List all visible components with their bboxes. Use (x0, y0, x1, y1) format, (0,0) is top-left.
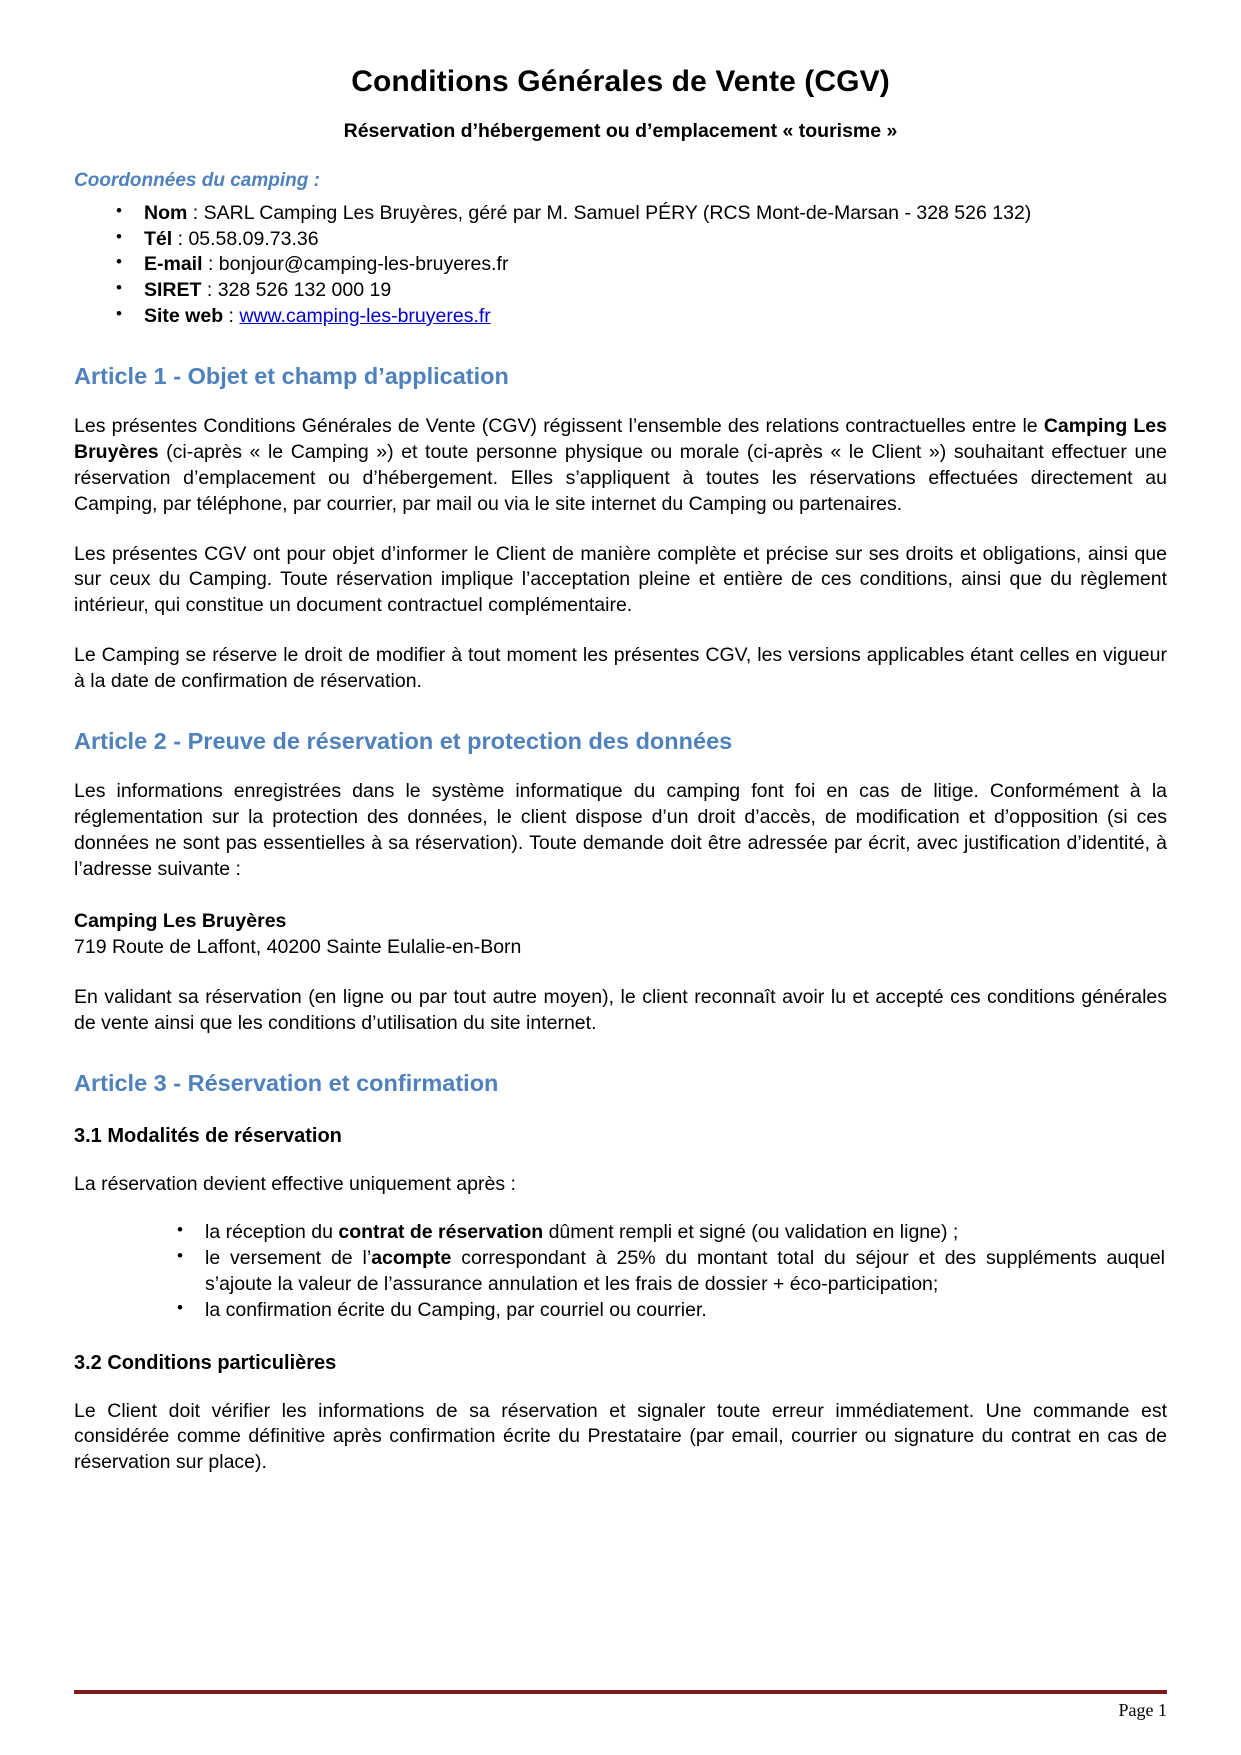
contact-label-site-web: Site web (144, 304, 224, 327)
list-item (74, 1246, 1167, 1298)
contact-section-heading: Coordonnées du camping : (74, 170, 320, 191)
article-3-heading: Article 3 - Réservation et confirmation (74, 1069, 499, 1096)
list-item (74, 227, 1167, 253)
list-item (74, 1298, 1167, 1324)
list-item (74, 252, 1167, 278)
contact-label-email: E-mail (144, 253, 203, 276)
article-2-paragraph-1: Les informations enregistrées dans le système informatique du camping font foi en cas de litige. Conformément à la réglementation sur la protection des données, le client dispose d’un droit d’accès, de modification et d’opposition (si ces données ne sont pas essentielles à sa réservation). Toute demande doit être adressée par écrit, avec justification d’identité, à l’adresse suivante : (74, 780, 1167, 881)
page-title: Conditions Générales de Vente (CGV) (351, 65, 890, 98)
page-subtitle: Réservation d’hébergement ou d’emplacement « tourisme » (343, 120, 898, 142)
list-item (74, 201, 1167, 227)
subsection-3-2-paragraph: Le Client doit vérifier les informations de sa réservation et signaler toute erreur immédiatement. Une commande est considérée comme définitive après confirmation écrite du Prestataire (par email, courrier ou signature du contrat en cas de réservation sur place). (74, 1399, 1167, 1474)
contact-sep: : (187, 202, 204, 224)
contact-value-nom: SARL Camping Les Bruyères, géré par M. Samuel PÉRY (RCS Mont-de-Marsan - 328 526 132) (203, 202, 1032, 224)
bullet-emphasis: acompte (371, 1246, 452, 1269)
contact-value-tel: 05.58.09.73.36 (188, 227, 319, 250)
contact-value-siret: 328 526 132 000 19 (217, 279, 392, 302)
contact-label-siret: SIRET (144, 279, 202, 302)
paragraph-part: Les présentes Conditions Générales de Vente (CGV) régissent l’ensemble des relations contractuelles entre le (74, 414, 1044, 437)
paragraph-part: (ci-après « le Camping ») et toute personne physique ou morale (ci-après « le Client ») souhaitant effectuer une réservation d’emplacement ou d’hébergement. Elles s’appliquent à toutes les réservations effectuées directement au Camping, par téléphone, par courrier, par mail ou via le site internet du Camping ou partenaires. (74, 440, 1167, 515)
reservation-conditions-list (74, 1220, 1167, 1324)
subsection-3-1-heading: 3.1 Modalités de réservation (74, 1124, 342, 1147)
contact-label-nom: Nom (144, 202, 188, 224)
subsection-3-2-heading: 3.2 Conditions particulières (74, 1351, 337, 1374)
subsection-3-1-intro: La réservation devient effective uniquement après : (74, 1172, 516, 1195)
page-footer (74, 1690, 1167, 1721)
bullet-part: la confirmation écrite du Camping, par courriel ou courrier. (205, 1298, 707, 1321)
list-item (74, 304, 1167, 330)
contact-sep: : (172, 227, 189, 250)
article-1-heading: Article 1 - Objet et champ d’application (74, 362, 509, 389)
bullet-part: la réception du (205, 1220, 339, 1243)
article-1-paragraph-3: Le Camping se réserve le droit de modifier à tout moment les présentes CGV, les versions applicables étant celles en vigueur à la date de confirmation de réservation. (74, 644, 1167, 693)
bullet-emphasis: contrat de réservation (338, 1220, 544, 1243)
article-2-heading: Article 2 - Preuve de réservation et protection des données (74, 728, 733, 755)
article-2-paragraph-2: En validant sa réservation (en ligne ou par tout autre moyen), le client reconnaît avoir lu et accepté ces conditions générales de vente ainsi que les conditions d’utilisation du site internet. (74, 985, 1167, 1034)
contact-label-tel: Tél (144, 227, 173, 250)
list-item (74, 278, 1167, 304)
contact-value-email: bonjour@camping-les-bruyeres.fr (218, 253, 509, 276)
address-line: 719 Route de Laffont, 40200 Sainte Eulalie-en-Born (74, 935, 522, 958)
address-name: Camping Les Bruyères (74, 910, 287, 933)
contact-sep: : (202, 253, 219, 276)
contact-sep: : (201, 279, 218, 302)
article-1-paragraph-2: Les présentes CGV ont pour objet d’informer le Client de manière complète et précise sur ses droits et obligations, ainsi que sur ceux du Camping. Toute réservation implique l’acceptation pleine et entière de ces conditions, ainsi que du règlement intérieur, qui constitue un document contractuel complémentaire. (74, 542, 1167, 617)
paragraph-emphasis: Camping Les Bruyères (74, 414, 1168, 463)
website-link[interactable]: www.camping-les-bruyeres.fr (239, 304, 491, 327)
list-item (74, 1220, 1167, 1246)
article-1-paragraph-1 (74, 414, 1167, 518)
contact-list (74, 201, 1167, 330)
bullet-part: dûment rempli et signé (ou validation en ligne) ; (543, 1220, 959, 1243)
contact-sep: : (223, 304, 240, 327)
bullet-part: le versement de l’ (205, 1246, 372, 1269)
bullet-part: correspondant à 25% du montant total du séjour et des suppléments auquel s’ajoute la valeur de l’assurance annulation et les frais de dossier + éco-participation; (205, 1246, 1165, 1295)
page-number: Page 1 (1118, 1700, 1167, 1720)
footer-divider (74, 1690, 1167, 1694)
